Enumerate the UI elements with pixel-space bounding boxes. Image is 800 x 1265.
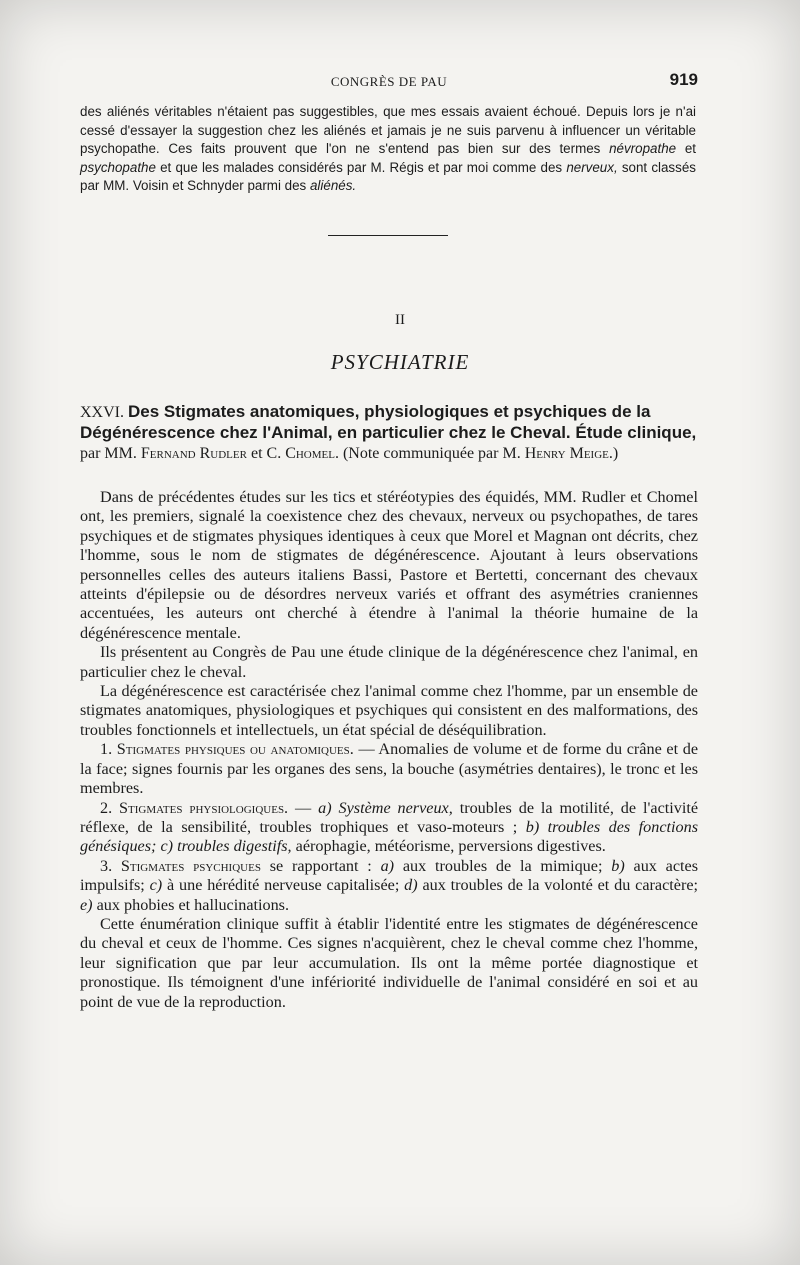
paragraph: Dans de précédentes études sur les tics et stéréotypies des équidés, MM. Rudler et Chomel ont, les premiers, signalé la coexistence chez des chevaux, nerveux ou psychopathes, de tares psychiques et de stigmates physiques identiques à ceux que Morel et Magnan ont décrits, chez l'homme, sous le nom de stigmates de dégénérescence. Ajoutant à leurs observations personnelles celles des auteurs italiens Bassi, Pastore et Bertetti, concernant des chevaux atteints d'épilepsie ou de désordres nerveux variés et offrant des asymétries craniennes accentuées, les auteurs ont cherché à étendre à l'animal la théorie humaine de la dégénérescence mentale.	[80, 488, 698, 642]
article-number: XXVI.	[80, 404, 124, 421]
running-head: CONGRÈS DE PAU	[330, 74, 448, 89]
section-divider	[328, 235, 448, 236]
paragraph: Ils présentent au Congrès de Pau une étude clinique de la dégénérescence chez l'animal, en particulier chez le cheval.	[80, 643, 698, 681]
page-header	[80, 70, 698, 94]
article-heading: XXVI. Des Stigmates anatomiques, physiologiques et psychiques de la Dégénérescence chez l'Animal, en particulier chez le Cheval. Étude clinique, par MM. Fernand Rudler et C. Chomel. (Note communiquée par M. Henry Meige.)	[80, 402, 697, 462]
list-item: 2. Stigmates physiologiques. — a) Système nerveux, troubles de la motilité, de l'activité réflexe, de la sensibilité, troubles trophiques et vaso-moteurs ; b) troubles des fonctions génésiques; c) troubles digestifs, aérophagie, météorisme, perversions digestives.	[80, 798, 699, 856]
paragraph: La dégénérescence est caractérisée chez l'animal comme chez l'homme, par un ensemble de stigmates anatomiques, physiologiques et psychiques qui consistent en des malformations, des troubles fonctionnels et intellectuels, un état spécial de déséquilibration.	[80, 682, 698, 739]
page-number: 919	[669, 70, 698, 89]
article-body	[80, 488, 698, 1012]
author: Chomel.	[285, 445, 339, 462]
list-item: 1. Stigmates physiques ou anatomiques. — Anomalies de volume et de forme du crâne et de la face; signes fournis par les organes des sens, la bouche (asymétries dentaires), le tronc et les membres.	[80, 740, 699, 798]
list-item: 3. Stigmates psychiques se rapportant : a) aux troubles de la mimique; b) aux actes impulsifs; c) à une hérédité nerveuse capitalisée; d) aux troubles de la volonté et du caractère; e) aux phobies et hallucinations.	[80, 856, 699, 914]
section-title: PSYCHIATRIE	[330, 350, 470, 374]
preceding-paragraph: des aliénés véritables n'étaient pas suggestibles, que mes essais avaient échoué. Depuis lors je n'ai cessé d'essayer la suggestion chez les aliénés et jamais je ne suis parvenu à influencer un véritable psychopathe. Ces faits prouvent que l'on ne s'entend pas bien sur des termes névropathe et psychopathe et que les malades considérés par M. Régis et par moi comme des nerveux, sont classés par MM. Voisin et Schnyder parmi des aliénés.	[80, 104, 696, 193]
author: Henry Meige.	[524, 445, 613, 462]
preceding-text	[80, 103, 696, 196]
article-title: Des Stigmates anatomiques, physiologiques et psychiques de la Dégénérescence chez l'Animal, en particulier chez le Cheval. Étude clinique,	[80, 402, 697, 442]
paragraph: Cette énumération clinique suffit à établir l'identité entre les stigmates de dégénérescence du cheval et ceux de l'homme. Ces signes n'acquièrent, chez le cheval comme chez l'homme, leur signification que par leur accumulation. Ils ont la même portée diagnostique et pronostique. Ils témoignent d'une infériorité individuelle de l'animal considéré en soi et au point de vue de la reproduction.	[80, 914, 698, 1011]
author: Fernand Rudler	[140, 445, 247, 462]
section-number: II	[395, 312, 405, 328]
